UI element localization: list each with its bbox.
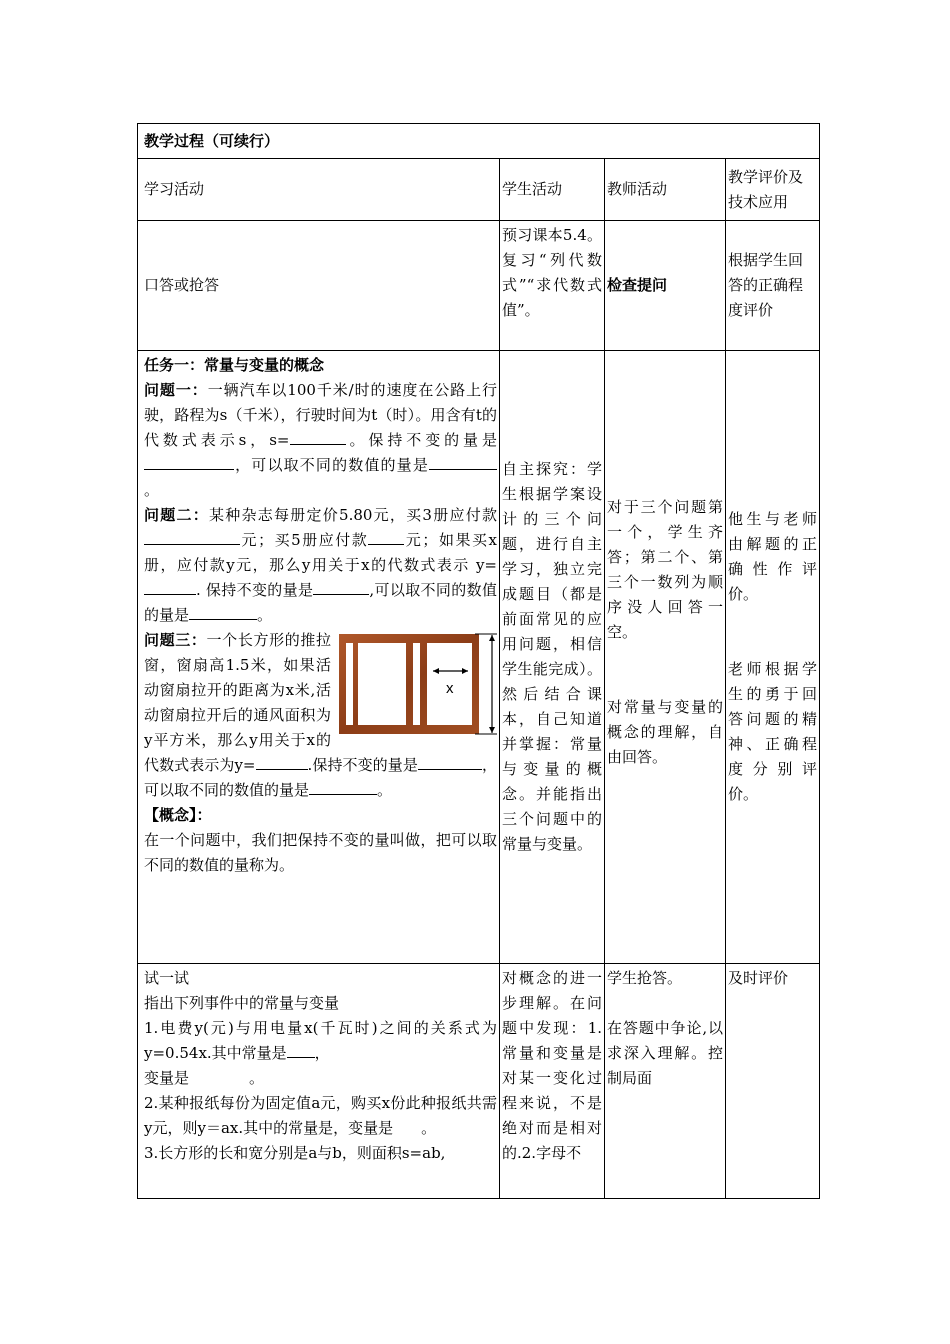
row3-evaluation: 及时评价 [726,964,820,1199]
sliding-window-diagram [337,630,497,740]
question-1-text: 一辆汽车以100千米/时的速度在公路上行驶，路程为s（千米），行驶时间为t（时）。用含有t的代数式表示s，s= [144,381,497,449]
row1-learning-activity: 口答或抢答 [138,221,500,351]
teacher-note-2: 对常量与变量的概念的理解，自由回答。 [607,697,723,766]
window-gap [346,643,353,725]
row3-teacher-activity: 学生抢答。 在答题中争论,以求深入理解。控制局面 [605,964,726,1199]
header-learning-activity: 学习活动 [138,159,500,221]
answer-blank [144,469,234,470]
question-2-text: 某种杂志每册定价5.80元，买3册应付款 [209,506,497,524]
lesson-table [137,123,820,1199]
row2-student-activity: 自主探究：学生根据学案设计的三个问题，进行自主学习，独立完成题目（都是前面常见的应用问题，相信学生能完成）。然后结合课本，自己知道并掌握：常量与变量的概念。并能指出三个问题中的常量与变量。 [500,351,605,964]
window-gap [413,643,420,725]
row1-teacher-activity: 检查提问 [605,221,726,351]
try-title: 试一试 [144,969,190,987]
question-3-label: 问题三： [144,631,207,649]
evaluation-note-1: 他生与老师由解题的正确性作评价。 [728,510,818,603]
table-title: 教学过程（可续行） [138,124,820,159]
answer-blank [368,544,404,545]
answer-blank [309,794,377,795]
header-student-activity: 学生活动 [500,159,605,221]
answer-blank [313,594,369,595]
evaluation-note-2: 老师根据学生的勇于回答问题的精神、正确程度分别评价。 [728,660,818,803]
row3-student-activity: 对概念的进一步理解。在问题中发现：1.常量和变量是对某一变化过程来说，不是绝对而是相对的.2.字母不 [500,964,605,1199]
row1-student-activity: 预习课本5.4。复习“列代数式”“求代数式值”。 [500,221,605,351]
teacher-note-1: 对于三个问题第一个，学生齐答；第二个、第三个一数列为顺序没人回答一空。 [607,497,723,641]
question-3-text: 一个长方形的推拉窗，窗扇高1.5米，如果活动窗扇拉开的距离为x米,活动窗扇拉开后的通风面积为y平方米，那么y用关于x的代数式表示为y= [144,631,331,774]
row2-teacher-activity [605,351,726,964]
answer-blank [290,444,346,445]
window-pane-left [358,643,406,725]
answer-blank [429,469,497,470]
row2-evaluation [726,351,820,964]
concept-text: 在一个问题中，我们把保持不变的量叫做，把可以取不同的数值的量称为。 [144,831,497,874]
sliding-window-figure [337,630,497,740]
row2-learning-activity: 任务一：常量与变量的概念 问题一：一辆汽车以100千米/时的速度在公路上行驶，路程为s（千米），行驶时间为t（时）。用含有t的代数式表示s，s= 。保持不变的量是，可以取不同的数值的量是。 问题二：某种杂志每册定价5.80元，买3册应付款元；买5册应付款 元；如果买x册，应付款y元，那么y用关于x的代数式表示 y=. 保持不变的量是 ,可以取不同的数值的量是 。 x 问题三：一个长方形的推拉窗，窗扇高1.5米，如果活动窗扇拉开的距离为x米,活动窗扇拉开后的通风面积为y平方米，那么y用关于x的代数式表示为y= .保持不变的量是 ，可以取不同的数值的量是 。 【概念】： 在一个问题中，我们把保持不变的量叫做，把可以取不同的数值的量称为。 [138,351,500,964]
answer-blank [144,594,196,595]
row3-learning-activity: 试一试 指出下列事件中的常量与变量 1.电费y(元)与用电量x(千瓦时)之间的关系式为y=0.54x.其中常量是 ， 变量是 。 2.某种报纸每份为固定值a元，购买x份此种报纸共需y元，则y＝ax.其中的常量是，变量是 。 3.长方形的长和宽分别是a与b，则面积s=ab, [138,964,500,1199]
question-2-label: 问题二： [144,506,210,524]
header-evaluation: 教学评价及技术应用 [726,159,820,221]
row1-evaluation: 根据学生回答的正确程度评价 [726,221,820,351]
answer-blank [287,1057,315,1058]
answer-blank [189,619,257,620]
answer-blank [144,544,240,545]
question-1-label: 问题一： [144,381,208,399]
answer-blank [418,769,482,770]
task-title: 任务一：常量与变量的概念 [144,356,325,374]
x-label: x [446,680,454,697]
header-teacher-activity: 教师活动 [605,159,726,221]
answer-blank [256,769,308,770]
concept-label: 【概念】： [144,806,212,824]
